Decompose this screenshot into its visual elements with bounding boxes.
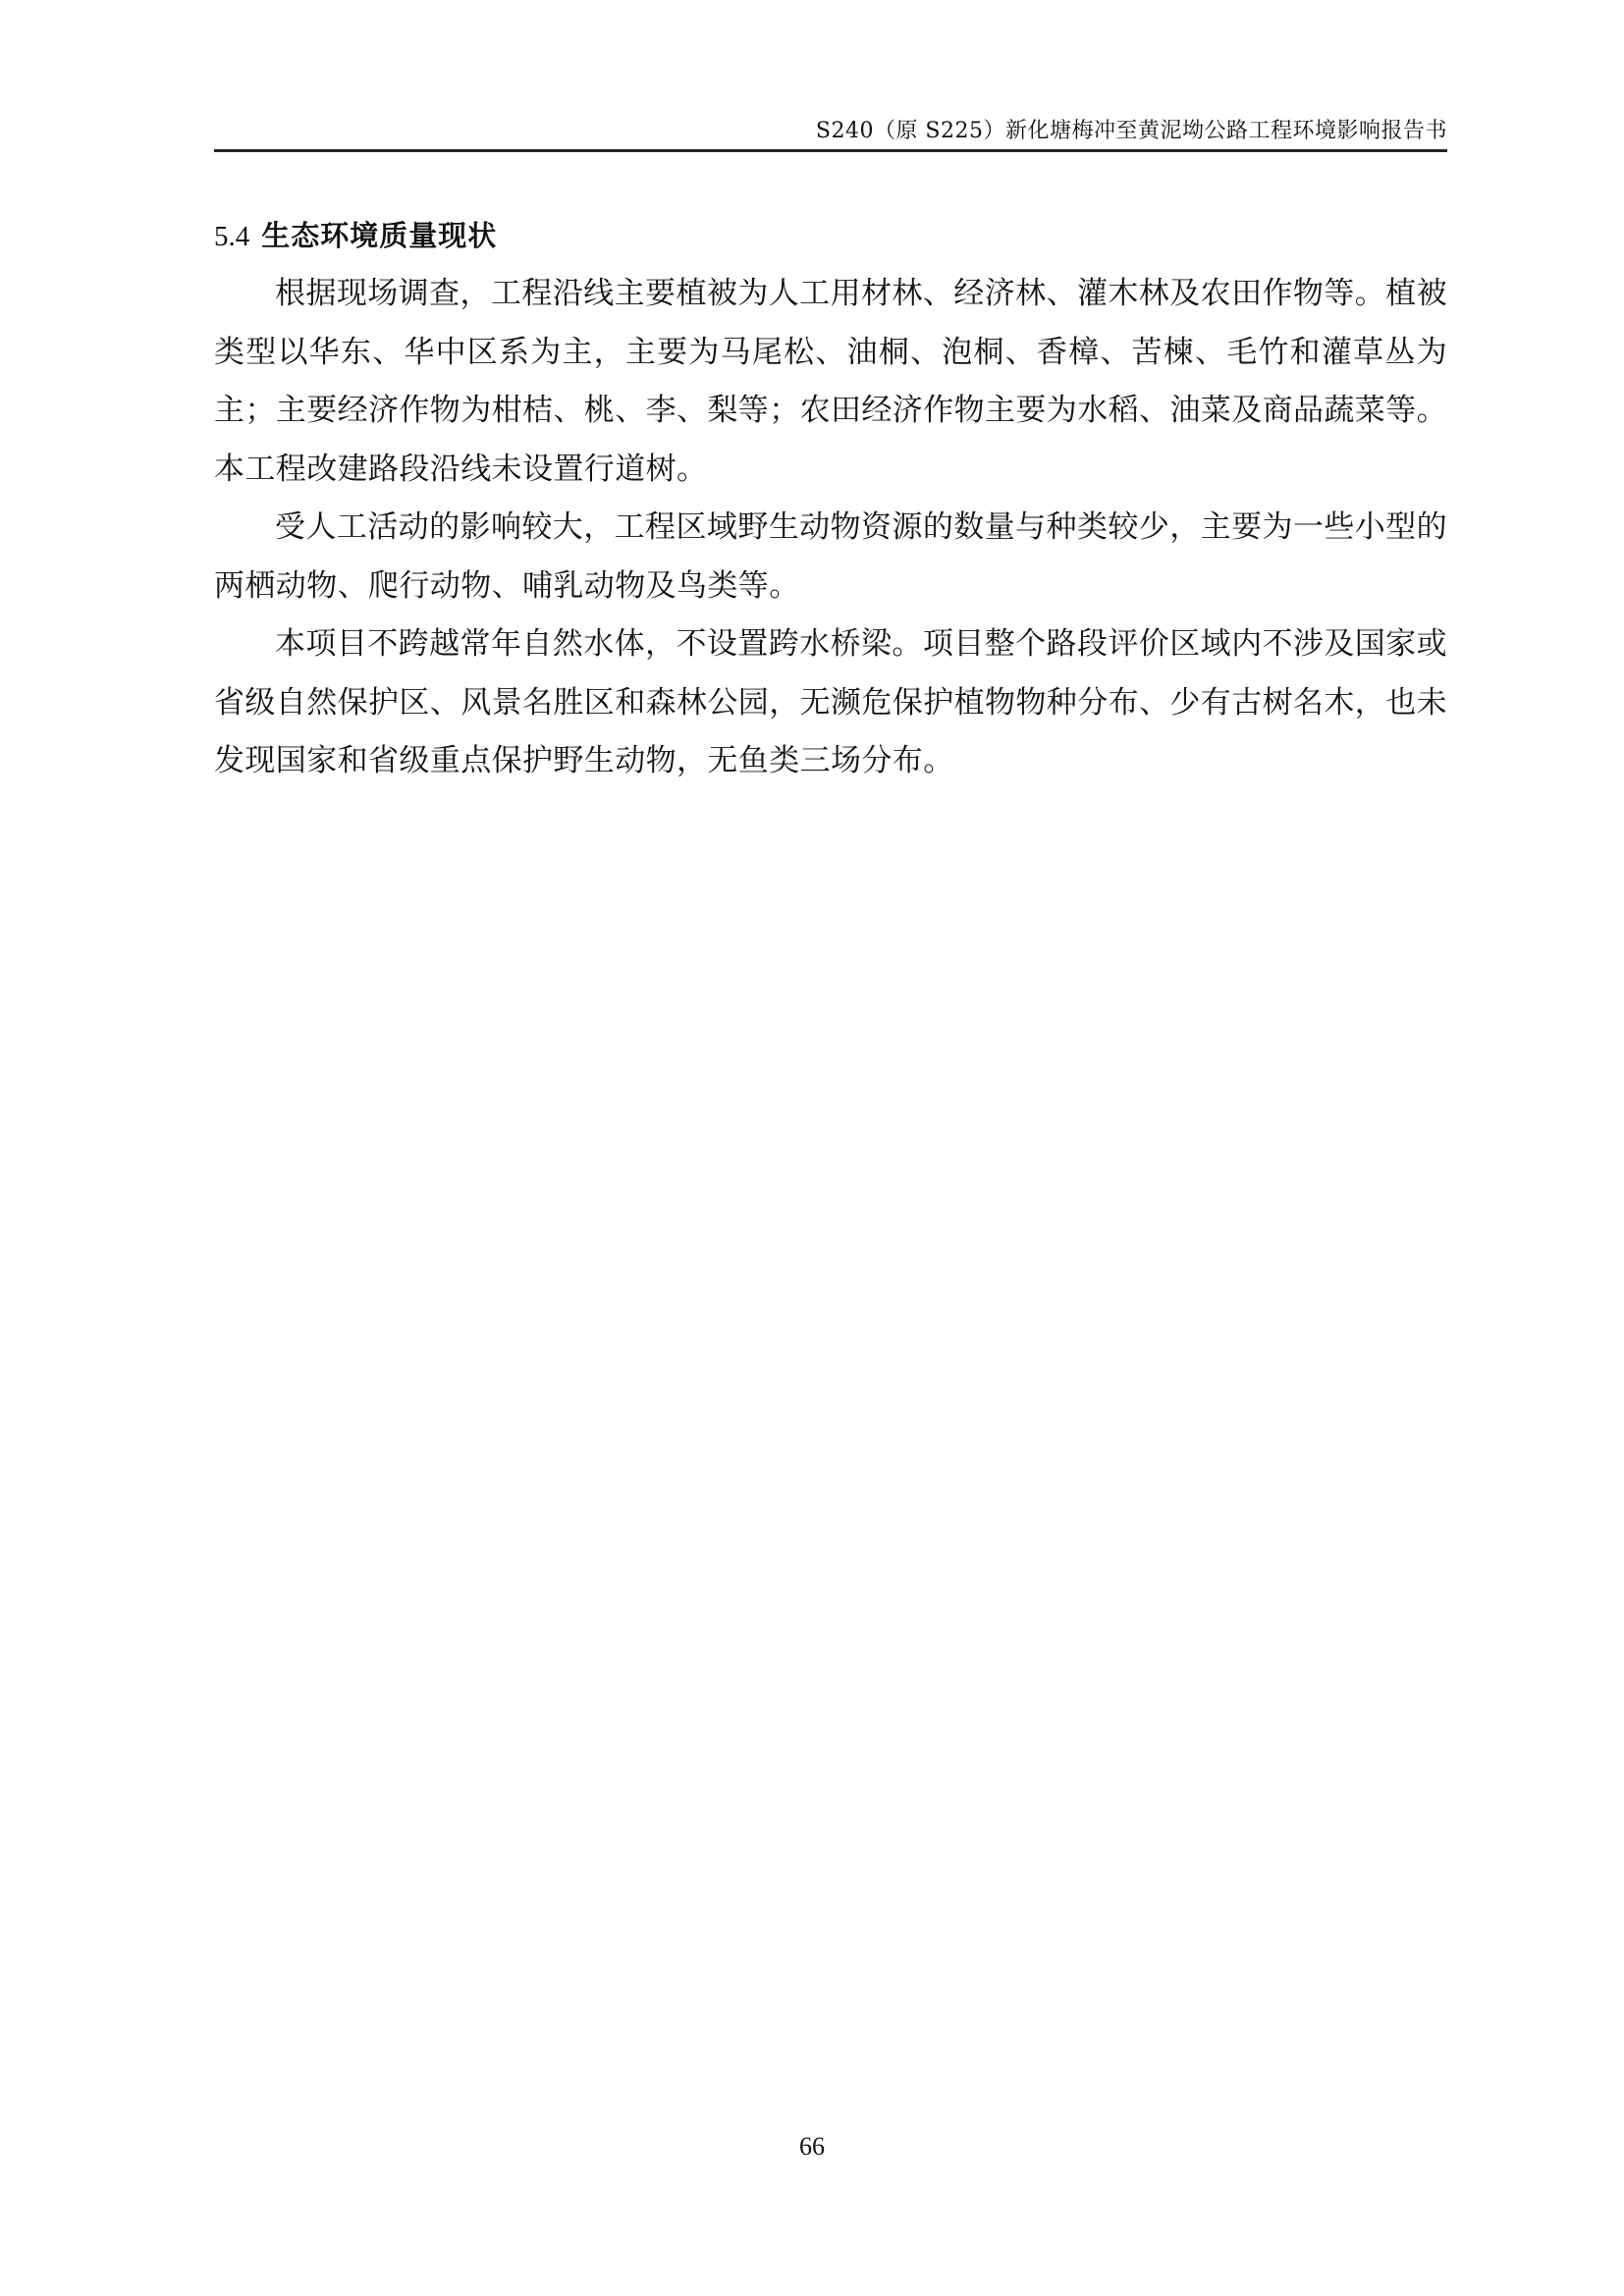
body-text: [214, 265, 1447, 791]
paragraph-wildlife: 受人工活动的影响较大，工程区域野生动物资源的数量与种类较少，主要为一些小型的两栖动物、爬行动物、哺乳动物及鸟类等。: [214, 509, 1447, 604]
page-number: 66: [799, 2132, 825, 2161]
document-title: S240（原 S225）新化塘梅冲至黄泥坳公路工程环境影响报告书: [815, 119, 1447, 143]
paragraph-protected-areas: 本项目不跨越常年自然水体，不设置跨水桥梁。项目整个路段评价区域内不涉及国家或省级自然保护区、风景名胜区和森林公园，无濒危保护植物物种分布、少有古树名木，也未发现国家和省级重点保护野生动物，无鱼类三场分布。: [214, 626, 1447, 778]
section-title: 生态环境质量现状: [261, 219, 498, 252]
page-header: [214, 110, 1447, 152]
section-number: 5.4: [214, 221, 250, 252]
section-heading: [214, 214, 497, 254]
paragraph-vegetation: 根据现场调查，工程沿线主要植被为人工用材林、经济林、灌木林及农田作物等。植被类型以华东、华中区系为主，主要为马尾松、油桐、泡桐、香樟、苦楝、毛竹和灌草丛为主；主要经济作物为柑桔、桃、李、梨等；农田经济作物主要为水稻、油菜及商品蔬菜等。本工程改建路段沿线未设置行道树。: [214, 276, 1447, 487]
